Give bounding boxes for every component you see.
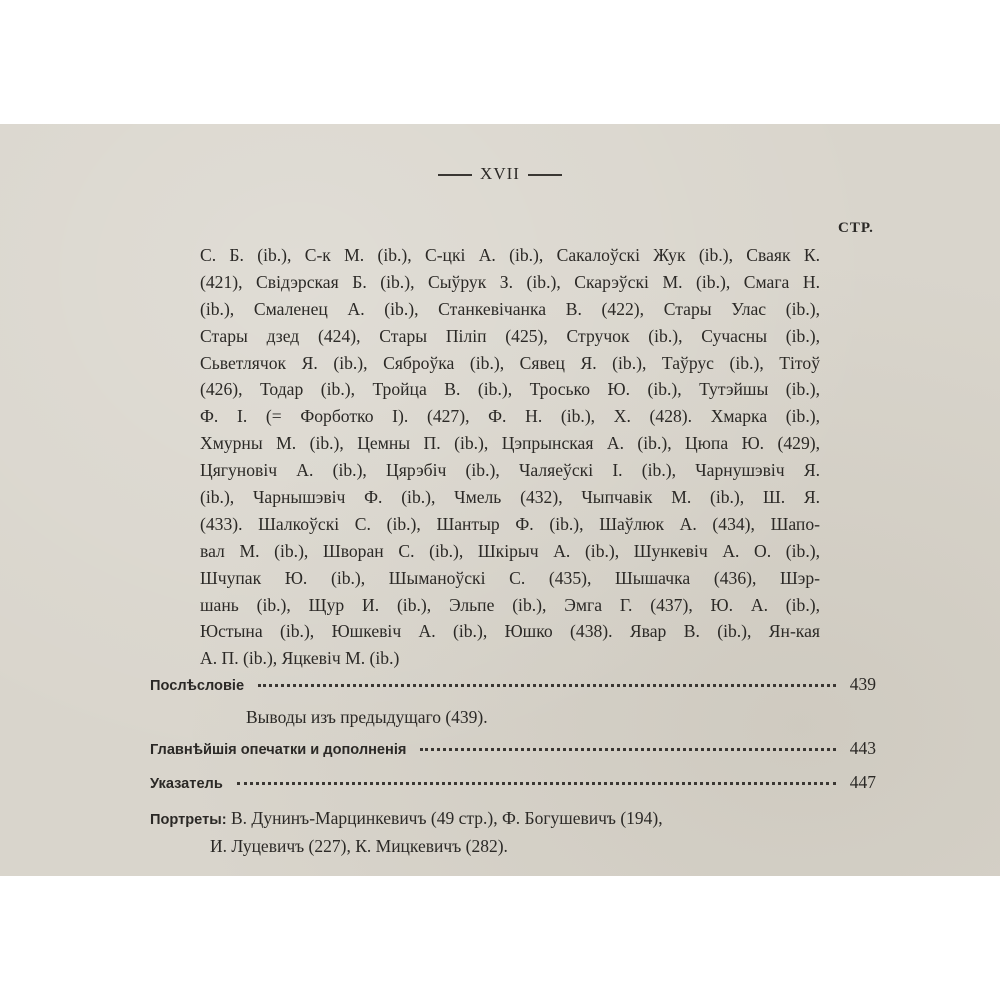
text-line: (ib.), Смаленец А. (ib.), Станкевічанка В. (422), Стары Улас (ib.), <box>200 298 820 319</box>
toc-entry-title: Главнѣйшія опечатки и дополненія <box>150 742 407 758</box>
toc-entry-errata <box>150 738 876 759</box>
portraits-line-2: И. Луцевичъ (227), К. Мицкевичъ (282). <box>210 836 508 856</box>
toc-entry-page: 447 <box>849 772 876 792</box>
toc-entry-index <box>150 772 876 793</box>
text-line: А. П. (ib.), Яцкевіч М. (ib.) <box>200 648 400 669</box>
text-line: шань (ib.), Щур И. (ib.), Эльпе (ib.), Эмга Г. (437), Ю. А. (ib.), <box>200 594 820 615</box>
text-line: (ib.), Чарнышэвіч Ф. (ib.), Чмель (432), Чыпчавік М. (ib.), Ш. Я. <box>200 487 820 508</box>
text-line: Сьветлячок Я. (ib.), Сяброўка (ib.), Сявец Я. (ib.), Таўрус (ib.), Тітоў <box>200 352 820 373</box>
portraits-line-1: В. Дунинъ-Марцинкевичъ (49 стр.), Ф. Богушевичъ (194), <box>230 808 663 828</box>
text-line <box>150 804 810 832</box>
text-line: (433). Шалкоўскі С. (ib.), Шантыр Ф. (ib.), Шаўлюк А. (434), Шапо- <box>200 513 820 534</box>
page-column-label: СТР. <box>838 220 874 236</box>
text-line: Стары дзед (424), Стары Піліп (425), Стручок (ib.), Сучасны (ib.), <box>200 325 820 346</box>
toc-leader-dots <box>258 684 836 687</box>
portraits-label: Портреты: <box>150 812 227 828</box>
portraits-list <box>150 804 810 860</box>
text-line: Юстына (ib.), Юшкевіч А. (ib.), Юшко (438). Явар В. (ib.), Ян-кая <box>200 621 820 642</box>
page-number-roman: XVII <box>480 164 520 183</box>
contributors-paragraph <box>200 242 820 672</box>
toc-subentry: Выводы изъ предыдущаго (439). <box>246 707 488 727</box>
text-line <box>150 832 810 860</box>
text-line: Шчупак Ю. (ib.), Шыманоўскі С. (435), Шышачка (436), Шэр- <box>200 567 820 588</box>
book-page <box>0 124 1000 876</box>
toc-entry-page: 443 <box>849 738 876 758</box>
toc-leader-dots <box>237 782 836 785</box>
header-dash-right <box>528 174 562 176</box>
text-line: Хмурны М. (ib.), Цемны П. (ib.), Цэпрынская А. (ib.), Цюпа Ю. (429), <box>200 433 820 454</box>
text-line: (426), Тодар (ib.), Тройца В. (ib.), Тросько Ю. (ib.), Тутэйшы (ib.), <box>200 379 820 400</box>
text-line: Цягуновіч А. (ib.), Цярэбіч (ib.), Чаляеўскі І. (ib.), Чарнушэвіч Я. <box>200 460 820 481</box>
toc-entry-title: Послѣсловіе <box>150 678 245 694</box>
toc-entry-page: 439 <box>849 674 876 694</box>
header-dash-left <box>438 174 472 176</box>
toc-leader-dots <box>420 748 835 751</box>
text-line: С. Б. (ib.), С-к М. (ib.), С-цкі А. (ib.), Сакалоўскі Жук (ib.), Сваяк К. <box>200 245 820 265</box>
text-line: Ф. І. (= Форботко І). (427), Ф. Н. (ib.), Х. (428). Хмарка (ib.), <box>200 406 820 427</box>
page-header <box>0 164 1000 184</box>
toc-entry-title: Указатель <box>150 776 223 792</box>
text-line: (421), Свідэрская Б. (ib.), Сыўрук З. (ib.), Скарэўскі М. (ib.), Смага Н. <box>200 271 820 292</box>
text-line: вал М. (ib.), Шворан С. (ib.), Шкірыч А. (ib.), Шункевіч А. О. (ib.), <box>200 540 820 561</box>
toc-entry-afterword <box>150 674 876 695</box>
